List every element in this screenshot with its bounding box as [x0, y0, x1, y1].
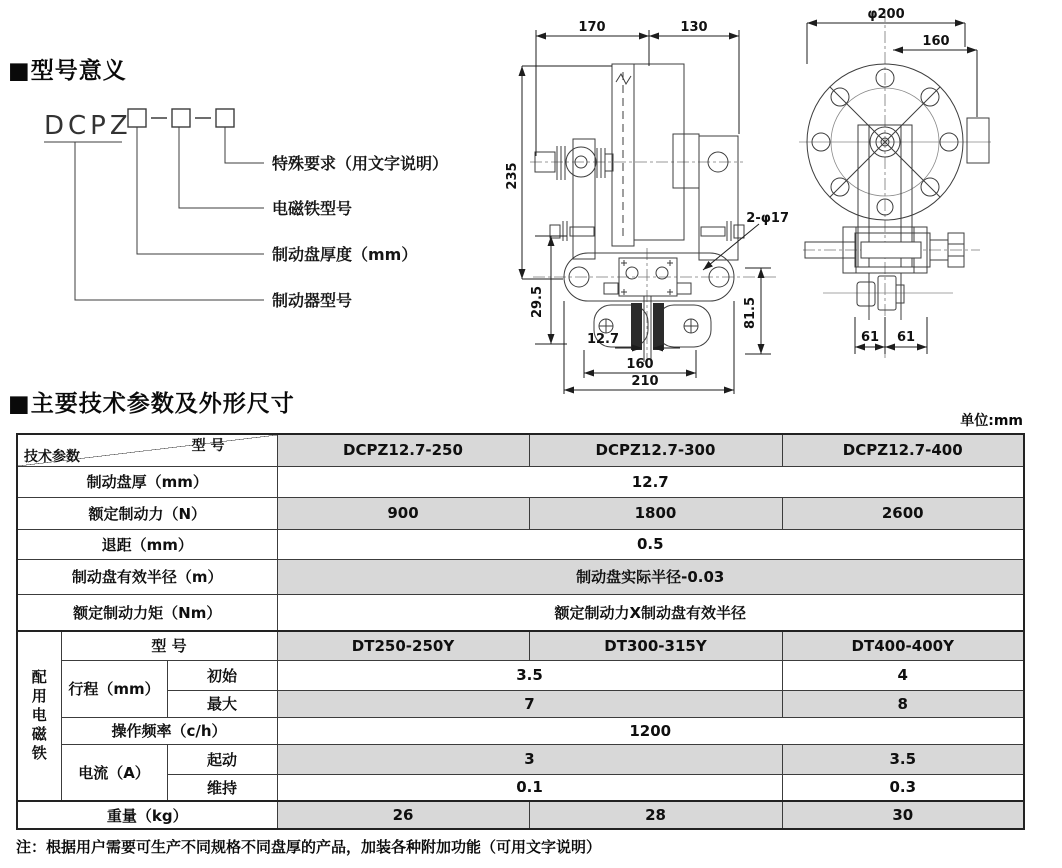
label-magnet-model: 电磁铁型号 [272, 199, 353, 218]
cell-value: 26 [277, 801, 529, 829]
cell-value: 3.5 [782, 744, 1024, 774]
row-value: 制动盘实际半径-0.03 [277, 559, 1024, 594]
cell-value: 4 [782, 660, 1024, 690]
dim-29-5: 29.5 [530, 285, 545, 319]
dim-235: 235 [505, 162, 520, 190]
corner-param-label: 技术参数 [24, 448, 80, 465]
sub-label: 起动 [167, 744, 277, 774]
front-view-drawing [475, 4, 793, 396]
cell-value: 0.1 [277, 774, 782, 801]
row-value: 12.7 [277, 466, 1024, 497]
row-value: 0.5 [277, 529, 1024, 559]
dim-160-top: 160 [922, 34, 950, 49]
cell-value: 8 [782, 690, 1024, 717]
dim-12-7: 12.7 [586, 332, 620, 347]
row-disc-thickness [17, 466, 1024, 497]
dim-81-5: 81.5 [743, 296, 758, 330]
brake-disc-pad-right [653, 303, 664, 350]
model-designation-diagram [28, 92, 480, 327]
cell-value: 3 [277, 744, 782, 774]
row-stroke-max [17, 690, 1024, 717]
row-value: 额定制动力X制动盘有效半径 [277, 594, 1024, 631]
cell-value: 7 [277, 690, 782, 717]
column-header-1: DCPZ12.7-250 [277, 434, 529, 466]
dim-170: 170 [578, 20, 606, 35]
model-prefix-text: DCPZ [44, 111, 132, 141]
row-current-start [17, 744, 1024, 774]
row-label: 额定制动力（N） [17, 497, 277, 529]
side-view-dimensions [807, 7, 977, 354]
row-label: 重量（kg） [17, 801, 277, 829]
row-retreat [17, 529, 1024, 559]
dim-61-left: 61 [860, 330, 880, 345]
label-disc-thickness: 制动盘厚度（mm） [272, 245, 418, 264]
dim-130: 130 [680, 20, 708, 35]
sub-label: 最大 [167, 690, 277, 717]
section-title-parameters: ■主要技术参数及外形尺寸 [8, 391, 295, 417]
cell-value: DT400-400Y [782, 631, 1024, 660]
corner-model-label: 型 号 [191, 438, 225, 454]
dim-2-phi17: 2-φ17 [746, 211, 789, 226]
cell-value: 900 [277, 497, 529, 529]
cell-value: DT300-315Y [529, 631, 782, 660]
model-code-box-2 [172, 109, 190, 127]
cell-value: 30 [782, 801, 1024, 829]
unit-label: 单位:mm [960, 413, 1023, 429]
magnet-group-cell [17, 631, 61, 801]
corner-header-cell [17, 434, 277, 466]
row-label: 额定制动力矩（Nm） [17, 594, 277, 631]
sub-label: 维持 [167, 774, 277, 801]
model-code-box-3 [216, 109, 234, 127]
label-brake-model: 制动器型号 [272, 291, 353, 310]
row-frequency [17, 717, 1024, 744]
brake-body [535, 64, 744, 362]
side-view-drawing [795, 2, 1061, 392]
parameters-table [16, 433, 1025, 830]
flange-body [805, 64, 989, 320]
row-stroke-initial [17, 660, 1024, 690]
sub-label: 初始 [167, 660, 277, 690]
row-label: 型 号 [61, 631, 277, 660]
dim-160-bottom: 160 [626, 357, 654, 372]
model-code [44, 109, 234, 142]
leader-lines [75, 127, 264, 300]
dim-61-right: 61 [896, 330, 916, 345]
row-rated-torque [17, 594, 1024, 631]
cell-value: 28 [529, 801, 782, 829]
cell-value: 2600 [782, 497, 1024, 529]
stroke-label: 行程（mm） [61, 660, 167, 717]
centerlines [799, 10, 991, 360]
cell-value: 3.5 [277, 660, 782, 690]
current-label: 电流（A） [61, 744, 167, 801]
column-header-3: DCPZ12.7-400 [782, 434, 1024, 466]
dim-210: 210 [631, 374, 659, 389]
cell-value: 1800 [529, 497, 782, 529]
row-current-hold [17, 774, 1024, 801]
row-rated-force [17, 497, 1024, 529]
cell-value: DT250-250Y [277, 631, 529, 660]
row-label: 操作频率（c/h） [61, 717, 277, 744]
row-label: 制动盘厚（mm） [17, 466, 277, 497]
cell-value: 0.3 [782, 774, 1024, 801]
footnote: 注：根据用户需要可生产不同规格不同盘厚的产品，加装各种附加功能（可用文字说明） [16, 838, 602, 856]
dim-phi200: φ200 [867, 7, 905, 22]
row-effective-radius [17, 559, 1024, 594]
row-value: 1200 [277, 717, 1024, 744]
magnet-group-label: 配用电磁铁 [29, 668, 48, 764]
brake-disc-pad-left [631, 303, 642, 350]
side-bracket [967, 118, 989, 163]
label-special-requirement: 特殊要求（用文字说明） [272, 154, 449, 173]
row-label: 退距（mm） [17, 529, 277, 559]
row-magnet-model [17, 631, 1024, 660]
table-header-row [17, 434, 1024, 466]
row-label: 制动盘有效半径（m） [17, 559, 277, 594]
column-header-2: DCPZ12.7-300 [529, 434, 782, 466]
row-weight [17, 801, 1024, 829]
section-title-model-meaning: ■型号意义 [8, 58, 127, 84]
